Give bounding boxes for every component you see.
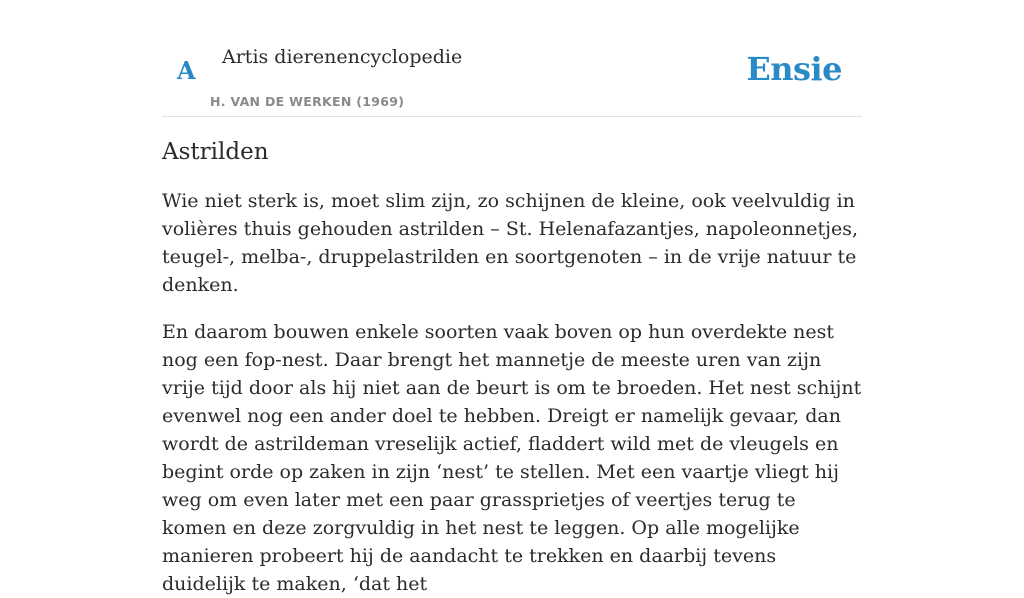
book-header bbox=[162, 0, 862, 117]
book-title[interactable]: Artis dierenencyclopedie bbox=[222, 46, 463, 68]
page-content bbox=[162, 0, 862, 598]
index-letter[interactable]: A bbox=[177, 56, 196, 85]
entry-title: Astrilden bbox=[162, 139, 269, 165]
book-author: H. VAN DE WERKEN (1969) bbox=[210, 94, 405, 109]
entry-paragraph: Wie niet sterk is, moet slim zijn, zo schijnen de kleine, ook veelvuldig in volières thuis gehouden astrilden – St. Helenafazantjes, napoleonnetjes, teugel-, melba-, druppelastrilden en soortgenoten – in de vrije natuur te denken. bbox=[162, 190, 859, 296]
entry-paragraph: En daarom bouwen enkele soorten vaak boven op hun overdekte nest nog een fop-nest. Daar brengt het mannetje de meeste uren van zijn vrije tijd door als hij niet aan de beurt is om te broeden. Het nest schijnt evenwel nog een ander doel te hebben. Dreigt er namelijk gevaar, dan wordt de astrildeman vreselijk actief, fladdert wild met de vleugels en begint orde op zaken in zijn ‘nest’ te stellen. Met een vaartje vliegt hij weg om even later met een paar grassprietjes of veertjes terug te komen en deze zorgvuldig in het nest te leggen. Op alle mogelijke manieren probeert hij de aandacht te trekken en daarbij tevens duidelijk te maken, ‘dat het bbox=[162, 321, 862, 595]
ensie-logo-link[interactable]: Ensie bbox=[746, 50, 842, 88]
